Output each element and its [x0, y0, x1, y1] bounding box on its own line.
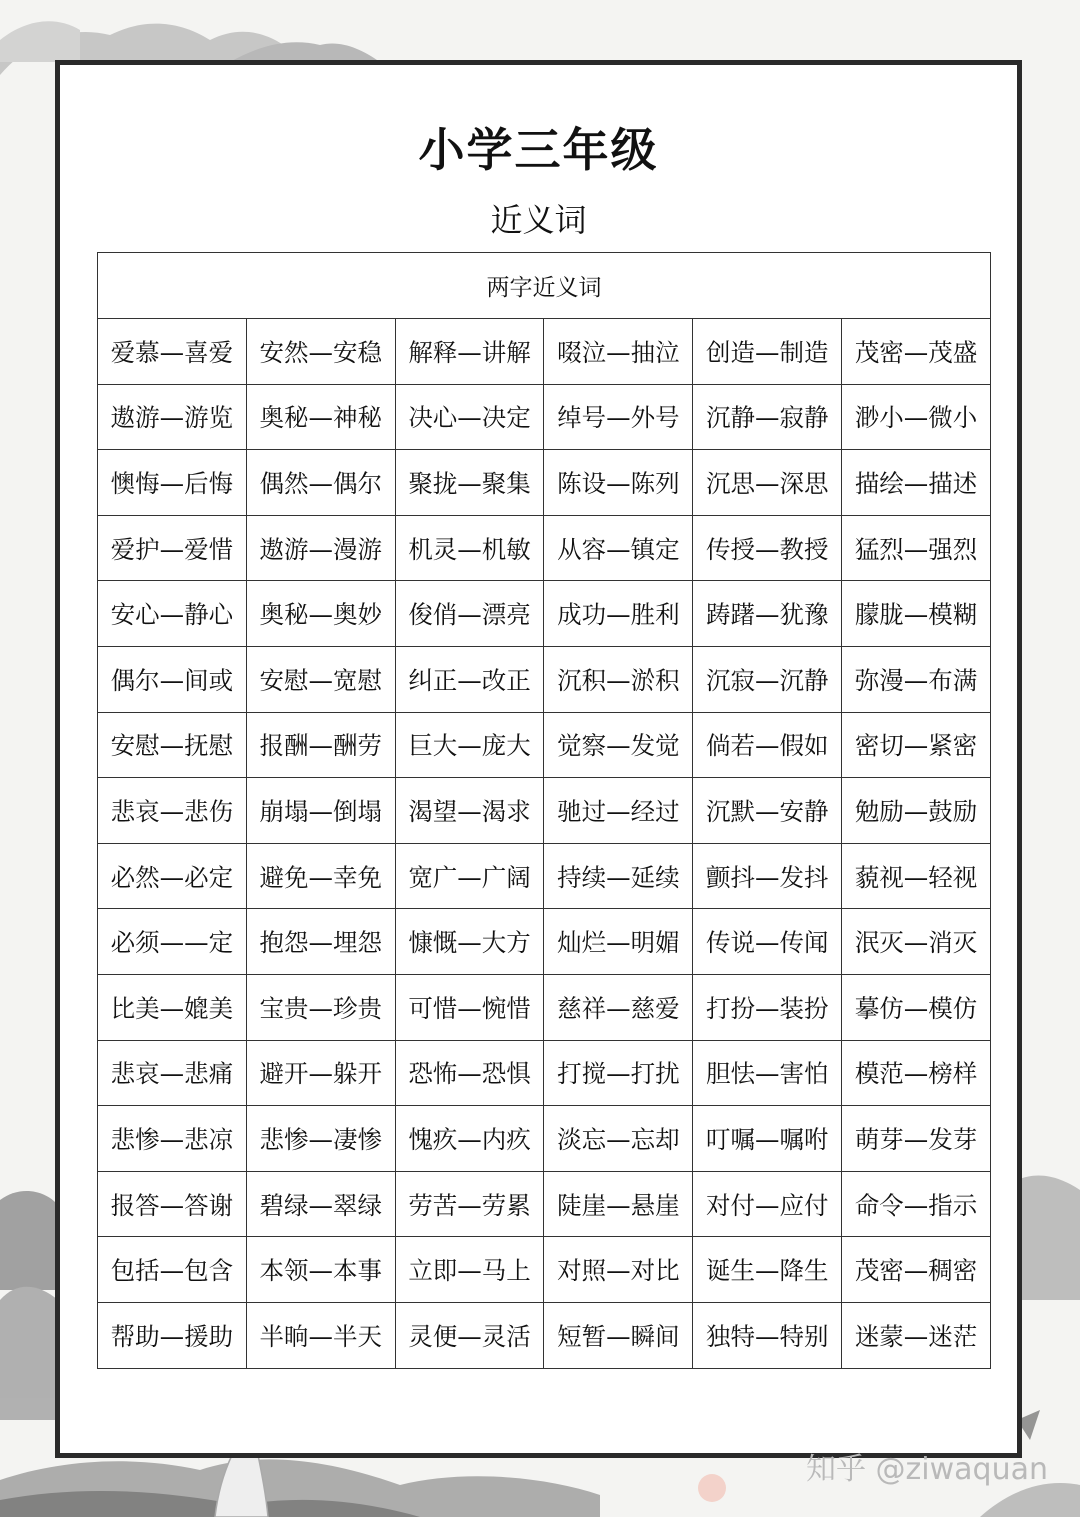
- synonym-pair-cell: 密切—紧密: [842, 712, 991, 778]
- synonym-pair-cell: 宝贵—珍贵: [246, 974, 395, 1040]
- synonym-pair-cell: 绰号—外号: [544, 384, 693, 450]
- synonym-pair-cell: 崩塌—倒塌: [246, 778, 395, 844]
- table-row: [98, 515, 991, 581]
- synonym-pair-cell: 命令—指示: [842, 1171, 991, 1237]
- synonym-pair-cell: 打扮—装扮: [693, 974, 842, 1040]
- synonym-table-body: [98, 319, 991, 1369]
- synonym-pair-cell: 劳苦—劳累: [395, 1171, 544, 1237]
- synonym-pair-cell: 本领—本事: [246, 1237, 395, 1303]
- synonym-pair-cell: 陈设—陈列: [544, 450, 693, 516]
- synonym-pair-cell: 恐怖—恐惧: [395, 1040, 544, 1106]
- table-row: [98, 319, 991, 385]
- synonym-pair-cell: 解释—讲解: [395, 319, 544, 385]
- synonym-pair-cell: 悲惨—悲凉: [98, 1106, 247, 1172]
- synonym-pair-cell: 碧绿—翠绿: [246, 1171, 395, 1237]
- synonym-pair-cell: 偶尔—间或: [98, 646, 247, 712]
- synonym-pair-cell: 安心—静心: [98, 581, 247, 647]
- synonym-pair-cell: 帮助—援助: [98, 1302, 247, 1368]
- synonym-pair-cell: 半晌—半天: [246, 1302, 395, 1368]
- synonym-pair-cell: 爱慕—喜爱: [98, 319, 247, 385]
- synonym-pair-cell: 叮嘱—嘱咐: [693, 1106, 842, 1172]
- worksheet-card: [55, 60, 1022, 1458]
- synonym-pair-cell: 抱怨—埋怨: [246, 909, 395, 975]
- synonym-pair-cell: 慈祥—慈爱: [544, 974, 693, 1040]
- synonym-pair-cell: 安然—安稳: [246, 319, 395, 385]
- synonym-pair-cell: 模范—榜样: [842, 1040, 991, 1106]
- synonym-pair-cell: 悲哀—悲伤: [98, 778, 247, 844]
- table-row: [98, 1237, 991, 1303]
- synonym-pair-cell: 打搅—打扰: [544, 1040, 693, 1106]
- page-subtitle: 近义词: [490, 201, 587, 239]
- synonym-pair-cell: 奥秘—奥妙: [246, 581, 395, 647]
- synonym-pair-cell: 胆怯—害怕: [693, 1040, 842, 1106]
- page-title: 小学三年级: [418, 123, 659, 177]
- synonym-pair-cell: 茂密—稠密: [842, 1237, 991, 1303]
- synonym-pair-cell: 独特—特别: [693, 1302, 842, 1368]
- table-row: [98, 1302, 991, 1368]
- synonym-pair-cell: 摹仿—模仿: [842, 974, 991, 1040]
- synonym-pair-cell: 陡崖—悬崖: [544, 1171, 693, 1237]
- table-header-row: [98, 253, 991, 319]
- table-row: [98, 843, 991, 909]
- table-row: [98, 974, 991, 1040]
- synonym-pair-cell: 灿烂—明媚: [544, 909, 693, 975]
- table-row: [98, 450, 991, 516]
- table-row: [98, 909, 991, 975]
- synonym-pair-cell: 悲惨—凄惨: [246, 1106, 395, 1172]
- synonym-pair-cell: 宽广—广阔: [395, 843, 544, 909]
- synonym-pair-cell: 成功—胜利: [544, 581, 693, 647]
- table-row: [98, 581, 991, 647]
- synonym-pair-cell: 短暂—瞬间: [544, 1302, 693, 1368]
- synonym-pair-cell: 包括—包含: [98, 1237, 247, 1303]
- synonym-pair-cell: 立即—马上: [395, 1237, 544, 1303]
- synonym-pair-cell: 萌芽—发芽: [842, 1106, 991, 1172]
- synonym-pair-cell: 纠正—改正: [395, 646, 544, 712]
- synonym-pair-cell: 悲哀—悲痛: [98, 1040, 247, 1106]
- synonym-pair-cell: 泯灭—消灭: [842, 909, 991, 975]
- synonym-pair-cell: 藐视—轻视: [842, 843, 991, 909]
- synonym-pair-cell: 对付—应付: [693, 1171, 842, 1237]
- synonym-pair-cell: 安慰—宽慰: [246, 646, 395, 712]
- synonym-pair-cell: 慷慨—大方: [395, 909, 544, 975]
- table-row: [98, 1040, 991, 1106]
- synonym-pair-cell: 沉积—淤积: [544, 646, 693, 712]
- table-row: [98, 384, 991, 450]
- synonym-pair-cell: 踌躇—犹豫: [693, 581, 842, 647]
- synonym-pair-cell: 猛烈—强烈: [842, 515, 991, 581]
- table-row: [98, 1106, 991, 1172]
- synonym-pair-cell: 勉励—鼓励: [842, 778, 991, 844]
- synonym-pair-cell: 报酬—酬劳: [246, 712, 395, 778]
- table-row: [98, 646, 991, 712]
- synonym-pair-cell: 弥漫—布满: [842, 646, 991, 712]
- synonym-pair-cell: 机灵—机敏: [395, 515, 544, 581]
- synonym-pair-cell: 颤抖—发抖: [693, 843, 842, 909]
- synonym-pair-cell: 觉察—发觉: [544, 712, 693, 778]
- synonym-pair-cell: 可惜—惋惜: [395, 974, 544, 1040]
- synonym-pair-cell: 朦胧—模糊: [842, 581, 991, 647]
- table-header: 两字近义词: [98, 253, 991, 319]
- synonym-pair-cell: 渴望—渴求: [395, 778, 544, 844]
- synonym-pair-cell: 安慰—抚慰: [98, 712, 247, 778]
- synonym-pair-cell: 茂密—茂盛: [842, 319, 991, 385]
- synonym-pair-cell: 啜泣—抽泣: [544, 319, 693, 385]
- synonym-pair-cell: 渺小—微小: [842, 384, 991, 450]
- synonym-pair-cell: 沉寂—沉静: [693, 646, 842, 712]
- synonym-table: [97, 252, 991, 1369]
- table-row: [98, 778, 991, 844]
- synonym-pair-cell: 驰过—经过: [544, 778, 693, 844]
- synonym-pair-cell: 避开—躲开: [246, 1040, 395, 1106]
- synonym-pair-cell: 描绘—描述: [842, 450, 991, 516]
- synonym-pair-cell: 巨大—庞大: [395, 712, 544, 778]
- synonym-pair-cell: 俊俏—漂亮: [395, 581, 544, 647]
- synonym-pair-cell: 偶然—偶尔: [246, 450, 395, 516]
- synonym-pair-cell: 聚拢—聚集: [395, 450, 544, 516]
- synonym-pair-cell: 奥秘—神秘: [246, 384, 395, 450]
- synonym-pair-cell: 爱护—爱惜: [98, 515, 247, 581]
- synonym-pair-cell: 淡忘—忘却: [544, 1106, 693, 1172]
- synonym-pair-cell: 报答—答谢: [98, 1171, 247, 1237]
- synonym-pair-cell: 创造—制造: [693, 319, 842, 385]
- synonym-pair-cell: 必然—必定: [98, 843, 247, 909]
- synonym-pair-cell: 对照—对比: [544, 1237, 693, 1303]
- synonym-pair-cell: 遨游—游览: [98, 384, 247, 450]
- synonym-pair-cell: 传说—传闻: [693, 909, 842, 975]
- synonym-pair-cell: 从容—镇定: [544, 515, 693, 581]
- synonym-pair-cell: 灵便—灵活: [395, 1302, 544, 1368]
- synonym-pair-cell: 沉思—深思: [693, 450, 842, 516]
- table-row: [98, 712, 991, 778]
- synonym-pair-cell: 持续—延续: [544, 843, 693, 909]
- watermark: 知乎 @ziwaquan: [806, 1452, 1048, 1487]
- synonym-pair-cell: 愧疚—内疚: [395, 1106, 544, 1172]
- synonym-pair-cell: 遨游—漫游: [246, 515, 395, 581]
- left-mountains: [0, 1191, 58, 1420]
- table-row: [98, 1171, 991, 1237]
- synonym-pair-cell: 懊悔—后悔: [98, 450, 247, 516]
- synonym-pair-cell: 传授—教授: [693, 515, 842, 581]
- right-mountains: [1017, 1175, 1080, 1440]
- synonym-pair-cell: 沉静—寂静: [693, 384, 842, 450]
- synonym-pair-cell: 倘若—假如: [693, 712, 842, 778]
- synonym-pair-cell: 比美—媲美: [98, 974, 247, 1040]
- synonym-pair-cell: 迷蒙—迷茫: [842, 1302, 991, 1368]
- synonym-pair-cell: 必须——定: [98, 909, 247, 975]
- synonym-pair-cell: 避免—幸免: [246, 843, 395, 909]
- synonym-pair-cell: 诞生—降生: [693, 1237, 842, 1303]
- synonym-pair-cell: 沉默—安静: [693, 778, 842, 844]
- synonym-pair-cell: 决心—决定: [395, 384, 544, 450]
